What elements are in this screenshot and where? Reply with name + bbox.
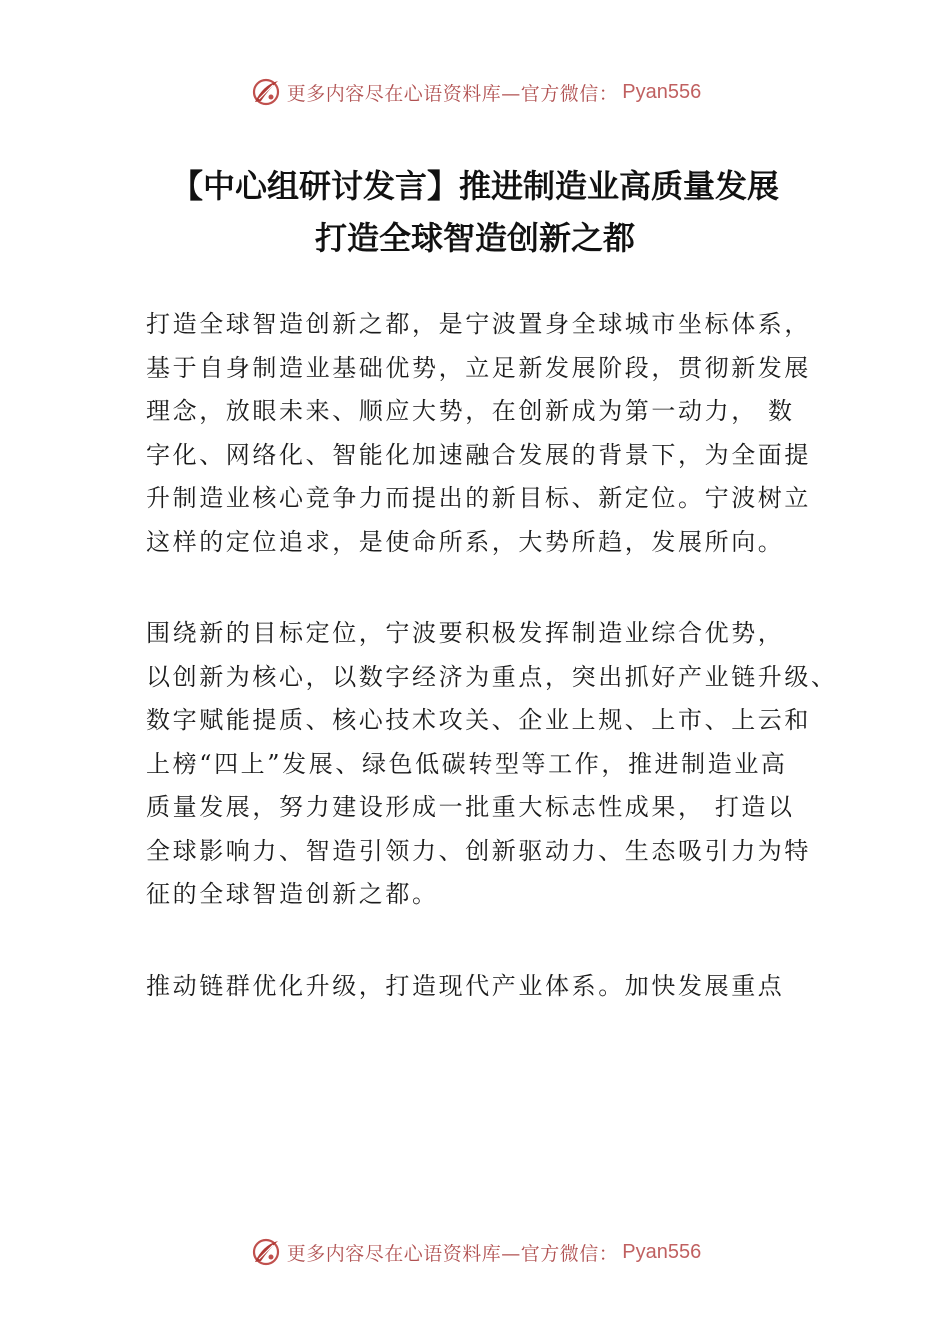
footer-banner xyxy=(0,1232,950,1272)
logo-icon xyxy=(249,75,283,109)
document-title-line-2: 打造全球智造创新之都 xyxy=(314,219,635,257)
text-line: 字化、网络化、智能化加速融合发展的背景下，为全面提 xyxy=(146,440,811,469)
banner-text: 更多内容尽在心语资料库—官方微信： xyxy=(286,82,619,105)
logo-icon xyxy=(249,1235,283,1269)
header-banner xyxy=(0,72,950,112)
text-line: 打造全球智造创新之都，是宁波置身全球城市坐标体系， xyxy=(146,310,811,338)
paragraph-3 xyxy=(146,965,846,1009)
text-line: 围绕新的目标定位，宁波要积极发挥制造业综合优势， xyxy=(146,619,785,647)
banner-text: 更多内容尽在心语资料库—官方微信： xyxy=(286,1242,619,1265)
text-line: 数字赋能提质、核心技术攻关、企业上规、上市、上云和 xyxy=(146,706,811,734)
text-line: 推动链群优化升级，打造现代产业体系。加快发展重点 xyxy=(146,972,785,1000)
text-line: 升制造业核心竞争力而提出的新目标、新定位。宁波树立 xyxy=(146,484,811,512)
text-line: 基于自身制造业基础优势，立足新发展阶段，贯彻新发展 xyxy=(146,353,811,382)
text-line: 质量发展，努力建设形成一批重大标志性成果， 打造以 xyxy=(146,793,795,821)
text-line: 上榜“四上”发展、绿色低碳转型等工作，推进制造业高 xyxy=(146,749,788,778)
text-line: 这样的定位追求，是使命所系，大势所趋，发展所向。 xyxy=(146,527,785,556)
paragraph-1 xyxy=(146,303,846,564)
text-line: 征的全球智造创新之都。 xyxy=(146,880,439,908)
wechat-id: Pyan556 xyxy=(622,1240,702,1263)
wechat-id: Pyan556 xyxy=(622,80,702,103)
text-line: 理念，放眼未来、顺应大势，在创新成为第一动力， 数 xyxy=(146,397,795,425)
text-line: 全球影响力、智造引领力、创新驱动力、生态吸引力为特 xyxy=(146,836,811,865)
paragraph-2 xyxy=(146,612,846,917)
text-line: 以创新为核心，以数字经济为重点，突出抓好产业链升级、 xyxy=(146,662,838,691)
document-title-line-1: 【中心组研讨发言】推进制造业高质量发展 xyxy=(170,167,779,205)
